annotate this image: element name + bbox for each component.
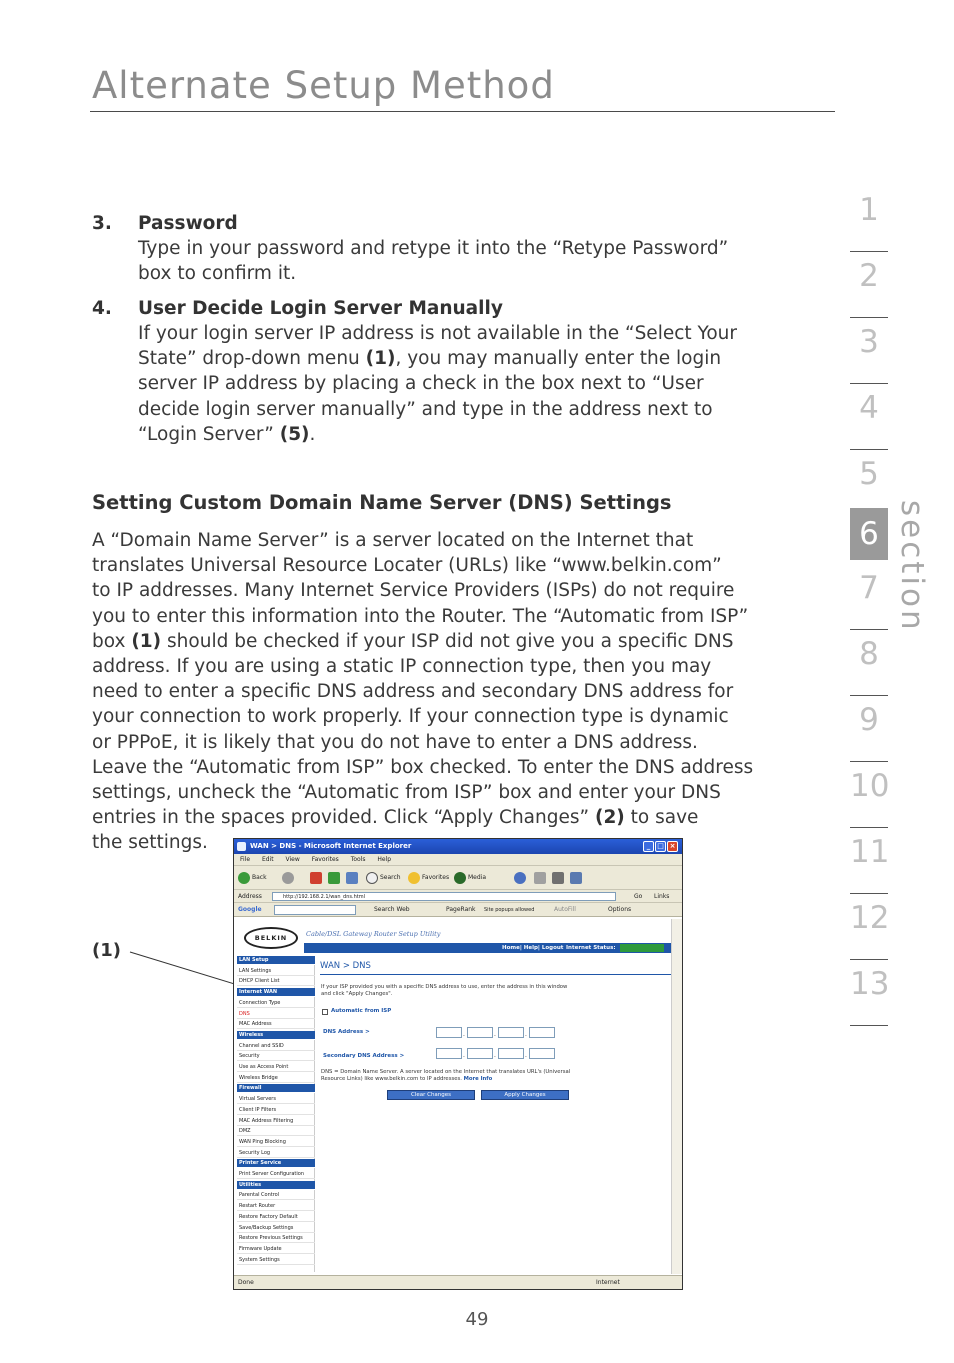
refresh-button[interactable] [328, 871, 342, 885]
stop-icon [310, 872, 322, 884]
intro-line: If your ISP provided you with a specific DNS address to use, enter the address in this window [321, 984, 568, 990]
browser-screenshot [233, 838, 683, 1290]
section-number: 3 [859, 324, 879, 360]
section-number: 13 [850, 966, 890, 1002]
vertical-scrollbar[interactable] [671, 919, 682, 1274]
note-line [321, 1076, 641, 1083]
close-icon[interactable]: × [667, 841, 678, 852]
autofill-button[interactable]: AutoFill [554, 906, 576, 913]
search-icon [366, 872, 378, 884]
step-line: If your login server IP address is not available in the “Select Your [138, 323, 738, 344]
router-tagline: Cable/DSL Gateway Router Setup Utility [306, 930, 441, 938]
sidebar-item[interactable]: DNS [237, 1010, 315, 1019]
automatic-from-isp-label: Automatic from ISP [331, 1008, 392, 1014]
menu-edit[interactable]: Edit [261, 856, 274, 863]
section-number: 11 [850, 834, 890, 870]
section-number-active: 6 [850, 508, 888, 560]
sidebar-item[interactable]: Security Log [237, 1149, 315, 1158]
more-info-link[interactable]: More Info [463, 1076, 493, 1082]
step-number: 4. [92, 298, 112, 319]
sidebar-item[interactable]: Save/Backup Settings [237, 1224, 315, 1233]
sidebar-item[interactable]: Firmware Update [237, 1245, 315, 1254]
messenger-button[interactable] [570, 871, 584, 885]
octet-separator: . [494, 1031, 496, 1038]
star-icon [408, 872, 420, 884]
search-web-button[interactable]: Search Web [374, 906, 410, 913]
page-number: 49 [465, 1309, 489, 1330]
menu-file[interactable]: File [240, 856, 251, 863]
para-line: need to enter a specific DNS address and secondary DNS address for [92, 681, 734, 703]
sidebar-item[interactable]: Wireless Bridge [237, 1074, 315, 1083]
step-heading: Password [138, 213, 238, 234]
text-run: to save [630, 807, 699, 829]
sidebar-item[interactable]: DMZ [237, 1127, 315, 1136]
sidebar-item[interactable]: Client IP Filters [237, 1106, 315, 1115]
callout-1: (1) [92, 940, 121, 961]
sidebar-item[interactable]: WAN Ping Blocking [237, 1138, 315, 1147]
sidebar-section-header: Wireless [237, 1031, 315, 1040]
sidebar-item[interactable]: Connection Type [237, 999, 315, 1008]
sidebar-section-header: Printer Service [237, 1159, 315, 1168]
sidebar-item[interactable]: Restart Router [237, 1202, 315, 1211]
callout-ref: (2) [594, 807, 625, 829]
sidebar-item[interactable]: MAC Address Filtering [237, 1117, 315, 1126]
dns-section-heading: Setting Custom Domain Name Server (DNS) Settings [92, 491, 672, 514]
text-run: , you may manually enter the login [395, 348, 722, 370]
dns-octet-1[interactable] [436, 1027, 462, 1038]
section-number: 8 [859, 636, 879, 672]
text-run: State” drop-down menu [138, 348, 360, 370]
maximize-icon[interactable]: □ [655, 841, 666, 852]
sidebar-item[interactable]: Security [237, 1052, 315, 1061]
back-button[interactable] [238, 871, 267, 885]
section-number: 1 [859, 192, 879, 228]
secondary-dns-octet-4[interactable] [529, 1048, 555, 1059]
sidebar-item[interactable]: MAC Address [237, 1020, 315, 1029]
menu-favorites[interactable]: Favorites [311, 856, 339, 863]
panel-intro [321, 984, 641, 998]
sidebar-item[interactable]: DHCP Client List [237, 977, 315, 986]
dns-octet-2[interactable] [467, 1027, 493, 1038]
callout-ref: (1) [131, 630, 162, 652]
para-line: your connection to work properly. If your connection type is dynamic [92, 706, 729, 728]
history-button[interactable] [514, 871, 528, 885]
home-icon [346, 872, 358, 884]
sidebar-item[interactable]: LAN Settings [237, 967, 315, 976]
address-label: Address [238, 893, 262, 900]
secondary-dns-octet-3[interactable] [498, 1048, 524, 1059]
forward-button[interactable] [282, 871, 296, 885]
menu-view[interactable]: View [285, 856, 300, 863]
panel-title: WAN > DNS [320, 961, 371, 971]
router-page [234, 919, 682, 1272]
pagerank-indicator: PageRank [446, 906, 476, 913]
stop-button[interactable] [310, 871, 324, 885]
sidebar-item[interactable]: Virtual Servers [237, 1095, 315, 1104]
intro-line: and click "Apply Changes". [321, 991, 393, 997]
options-button[interactable]: Options [608, 906, 632, 913]
search-button[interactable] [366, 871, 401, 885]
octet-separator: . [525, 1052, 527, 1059]
belkin-logo: BELKIN [244, 927, 298, 949]
address-input[interactable]: http://192.168.2.1/wan_dns.html [272, 892, 616, 901]
para-line: Leave the “Automatic from ISP” box checked. To enter the DNS address [92, 756, 754, 778]
page-title: Alternate Setup Method [92, 64, 555, 107]
section-number: 7 [859, 570, 879, 606]
menu-help[interactable]: Help [377, 856, 392, 863]
sidebar-item[interactable]: Restore Factory Default [237, 1213, 315, 1222]
text-run: “Login Server” [138, 423, 274, 445]
sidebar-item[interactable]: Parental Control [237, 1191, 315, 1200]
panel-rule [320, 974, 672, 975]
window-title: WAN > DNS - Microsoft Internet Explorer [250, 842, 412, 850]
section-number: 2 [859, 258, 879, 294]
step-heading: User Decide Login Server Manually [138, 298, 503, 319]
menu-tools[interactable]: Tools [350, 856, 366, 863]
step-line: Type in your password and retype it into the “Retype Password” [138, 238, 729, 259]
print-icon [552, 872, 564, 884]
internet-status-label: Internet Status: [566, 945, 616, 951]
messenger-icon [570, 872, 582, 884]
text-run: . [309, 423, 316, 445]
favorites-button[interactable] [408, 871, 449, 885]
media-label: Media [468, 874, 487, 881]
dns-octet-4[interactable] [529, 1027, 555, 1038]
sidebar-section-header: Utilities [237, 1181, 315, 1190]
browser-address-bar [234, 890, 682, 903]
mail-icon [534, 872, 546, 884]
sidebar-item[interactable]: Restore Previous Settings [237, 1234, 315, 1243]
sidebar-item[interactable]: Use as Access Point [237, 1063, 315, 1072]
refresh-icon [328, 872, 340, 884]
secondary-dns-label: Secondary DNS Address > [323, 1053, 405, 1059]
browser-menu-bar [234, 854, 682, 866]
octet-separator: . [525, 1031, 527, 1038]
internet-status-indicator [620, 944, 664, 952]
google-search-input[interactable] [274, 905, 356, 915]
popup-blocker[interactable]: Site popups allowed [484, 907, 535, 913]
octet-separator: . [463, 1052, 465, 1059]
router-sidebar [237, 956, 315, 1272]
search-label: Search [380, 874, 401, 881]
apply-changes-button[interactable]: Apply Changes [481, 1090, 569, 1100]
section-number: 9 [859, 702, 879, 738]
para-line: the settings. [92, 832, 208, 854]
browser-title-bar [234, 839, 682, 854]
para-line: to IP addresses. Many Internet Service Providers (ISPs) do not require [92, 580, 735, 602]
octet-separator: . [463, 1031, 465, 1038]
ie-icon [237, 842, 246, 851]
callout-ref: (5) [279, 423, 310, 445]
step-line: box to confirm it. [138, 263, 297, 285]
forward-arrow-icon [282, 872, 294, 884]
clear-changes-button[interactable]: Clear Changes [387, 1090, 475, 1100]
media-icon [454, 872, 466, 884]
dns-note [321, 1069, 641, 1083]
security-zone: Internet [596, 1279, 620, 1286]
sidebar-item[interactable]: Print Server Configuration [237, 1170, 315, 1179]
automatic-from-isp-checkbox[interactable] [322, 1009, 328, 1015]
para-line: you to enter this information into the Router. The “Automatic from ISP” [92, 605, 749, 627]
links-label[interactable]: Links [654, 893, 670, 900]
browser-toolbar [234, 866, 682, 890]
browser-status-bar [234, 1275, 682, 1289]
secondary-dns-octet-2[interactable] [467, 1048, 493, 1059]
back-arrow-icon [238, 872, 250, 884]
para-line: translates Universal Resource Locater (URLs) like “www.belkin.com” [92, 555, 722, 577]
sidebar-item[interactable]: System Settings [237, 1256, 315, 1265]
status-text: Done [238, 1279, 254, 1286]
mail-button[interactable] [534, 871, 548, 885]
home-button[interactable] [346, 871, 360, 885]
section-label: section [894, 500, 930, 633]
step-line: server IP address by placing a check in the box next to “User [138, 373, 704, 395]
section-number: 10 [850, 768, 890, 804]
sidebar-section-header: Internet WAN [237, 988, 315, 997]
sidebar-section-header: Firewall [237, 1084, 315, 1093]
section-number: 4 [859, 390, 879, 426]
callout-ref: (1) [365, 348, 396, 370]
section-number: 5 [859, 456, 879, 492]
back-label: Back [252, 874, 267, 881]
router-header-bar [304, 943, 671, 953]
go-button[interactable]: Go [634, 893, 643, 900]
step-line: decide login server manually” and type in the address next to [138, 398, 713, 420]
para-line: address. If you are using a static IP connection type, then you may [92, 656, 712, 678]
google-logo[interactable]: Google [238, 906, 262, 913]
dns-address-label: DNS Address > [323, 1029, 370, 1035]
favorites-label: Favorites [422, 874, 450, 881]
sidebar-section-header: LAN Setup [237, 956, 315, 965]
top-links[interactable]: Home| Help| Logout [502, 945, 564, 951]
minimize-icon[interactable]: _ [643, 841, 654, 852]
google-toolbar [234, 903, 682, 917]
history-icon [514, 872, 526, 884]
secondary-dns-octet-1[interactable] [436, 1048, 462, 1059]
note-line: DNS = Domain Name Server. A server located on the Internet that translates URL's (Universal [321, 1069, 571, 1075]
para-line: A “Domain Name Server” is a server located on the Internet that [92, 530, 694, 551]
dns-octet-3[interactable] [498, 1027, 524, 1038]
text-run: should be checked if your ISP did not give you a specific DNS [167, 630, 734, 652]
print-button[interactable] [552, 871, 566, 885]
text-run: box [92, 630, 126, 652]
section-number: 12 [850, 900, 890, 936]
sidebar-item[interactable]: Channel and SSID [237, 1042, 315, 1051]
para-line: settings, uncheck the “Automatic from ISP” box and enter your DNS [92, 782, 721, 804]
step-number: 3. [92, 213, 112, 234]
text-run: entries in the spaces provided. Click “Apply Changes” [92, 807, 590, 829]
text-run: Resource Links) like www.belkin.com to IP addresses. [321, 1076, 462, 1082]
media-button[interactable] [454, 871, 486, 885]
para-line: or PPPoE, it is likely that you do not have to enter a DNS address. [92, 731, 698, 753]
octet-separator: . [494, 1052, 496, 1059]
